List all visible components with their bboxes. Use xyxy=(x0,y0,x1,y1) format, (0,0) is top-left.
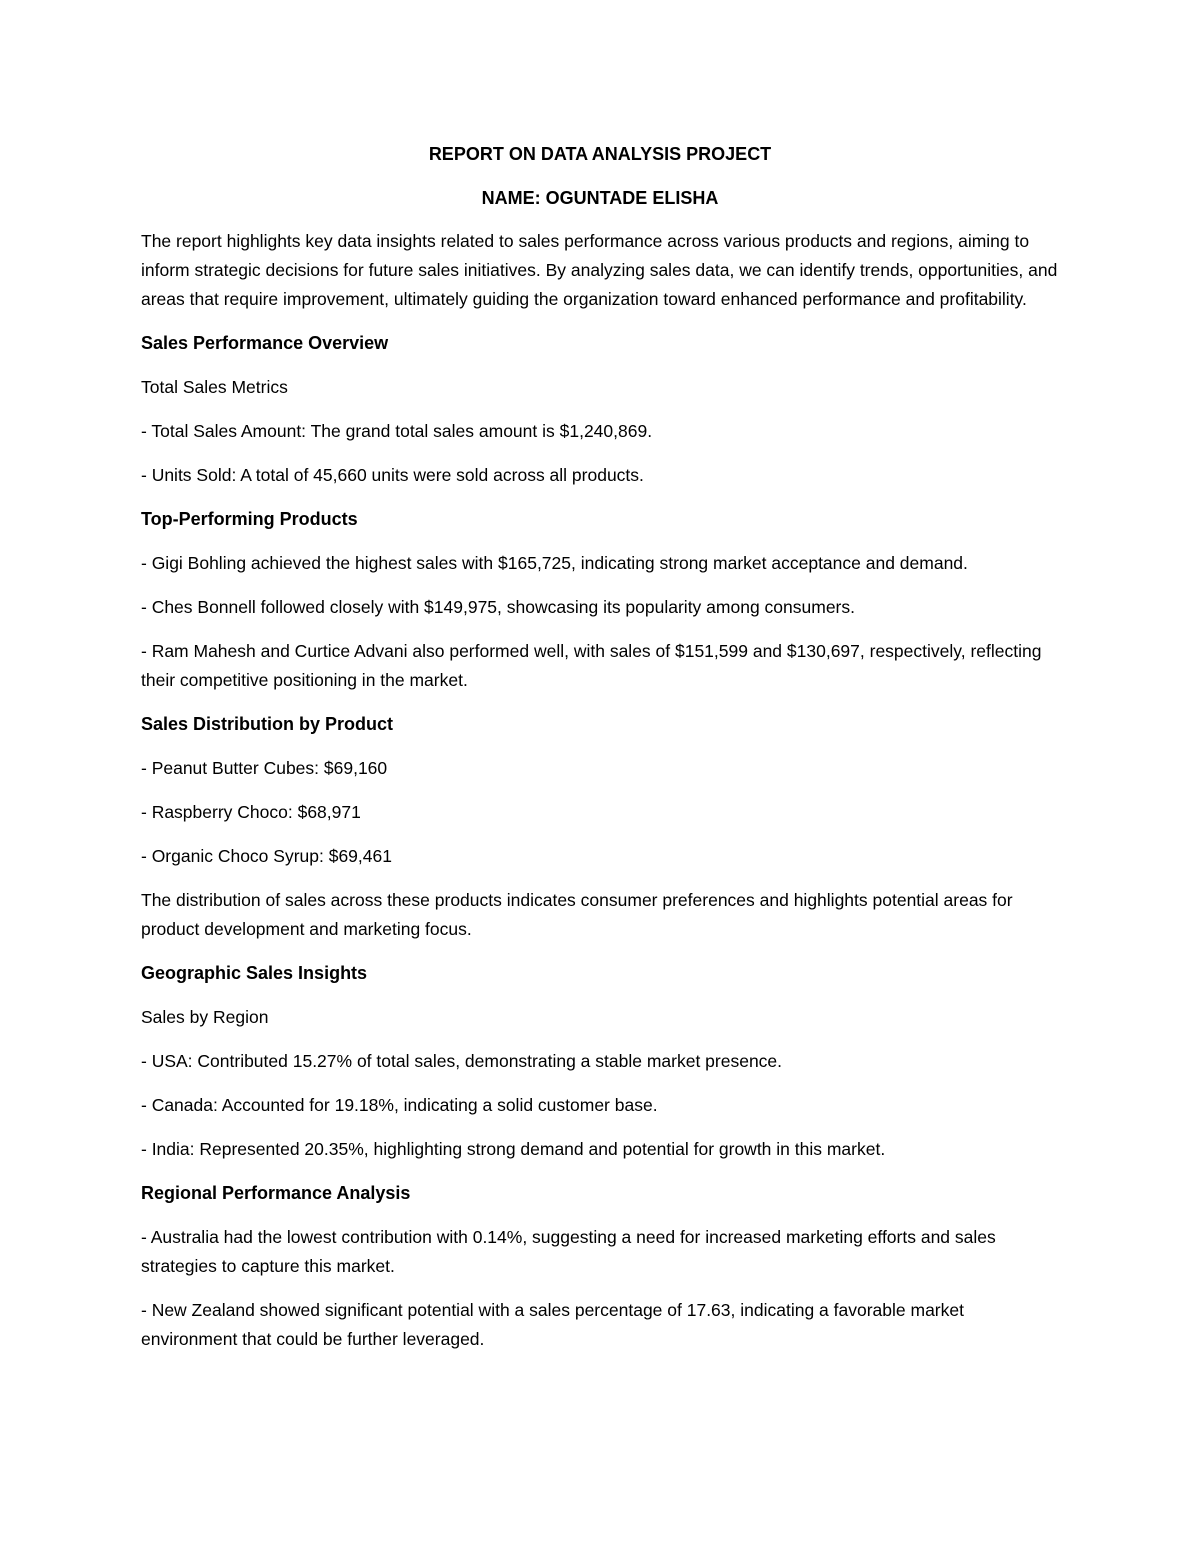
list-item: - Ches Bonnell followed closely with $149,975, showcasing its popularity among consumers. xyxy=(141,597,855,617)
list-item: - Canada: Accounted for 19.18%, indicating a solid customer base. xyxy=(141,1095,658,1115)
section-heading-regional: Regional Performance Analysis xyxy=(141,1183,411,1203)
list-item: - USA: Contributed 15.27% of total sales, demonstrating a stable market presence. xyxy=(141,1051,783,1071)
intro-paragraph: The report highlights key data insights related to sales performance across various products and regions, aiming to inform strategic decisions for future sales initiatives. By analyzing sales data, we can identify trends, opportunities, and areas that require improvement, ultimately guiding the organization toward enhanced performance and profitability. xyxy=(141,231,1058,309)
distribution-summary: The distribution of sales across these products indicates consumer preferences and highlights potential areas for product development and marketing focus. xyxy=(141,890,1013,939)
list-item: - New Zealand showed significant potential with a sales percentage of 17.63, indicating a favorable market environment that could be further leveraged. xyxy=(141,1300,964,1349)
author-name: NAME: OGUNTADE ELISHA xyxy=(481,188,719,208)
list-item: - Organic Choco Syrup: $69,461 xyxy=(141,846,392,866)
list-item: - Peanut Butter Cubes: $69,160 xyxy=(141,758,388,778)
section-heading-sales-overview: Sales Performance Overview xyxy=(141,333,389,353)
subheading-sales-by-region: Sales by Region xyxy=(141,1007,269,1027)
report-title: REPORT ON DATA ANALYSIS PROJECT xyxy=(428,144,772,164)
list-item: - Units Sold: A total of 45,660 units were sold across all products. xyxy=(141,465,644,485)
list-item: - Australia had the lowest contribution with 0.14%, suggesting a need for increased marketing efforts and sales strategies to capture this market. xyxy=(141,1227,996,1276)
list-item: - Ram Mahesh and Curtice Advani also performed well, with sales of $151,599 and $130,697, respectively, reflecting their competitive positioning in the market. xyxy=(141,641,1042,690)
list-item: - Raspberry Choco: $68,971 xyxy=(141,802,361,822)
section-heading-geographic: Geographic Sales Insights xyxy=(141,963,368,983)
section-heading-distribution: Sales Distribution by Product xyxy=(141,714,394,734)
list-item: - India: Represented 20.35%, highlighting strong demand and potential for growth in this market. xyxy=(141,1139,886,1159)
subheading-total-sales-metrics: Total Sales Metrics xyxy=(141,377,288,397)
list-item: - Total Sales Amount: The grand total sales amount is $1,240,869. xyxy=(141,421,653,441)
list-item: - Gigi Bohling achieved the highest sales with $165,725, indicating strong market acceptance and demand. xyxy=(141,553,968,573)
section-heading-top-products: Top-Performing Products xyxy=(141,509,358,529)
document-body xyxy=(141,140,1059,1369)
